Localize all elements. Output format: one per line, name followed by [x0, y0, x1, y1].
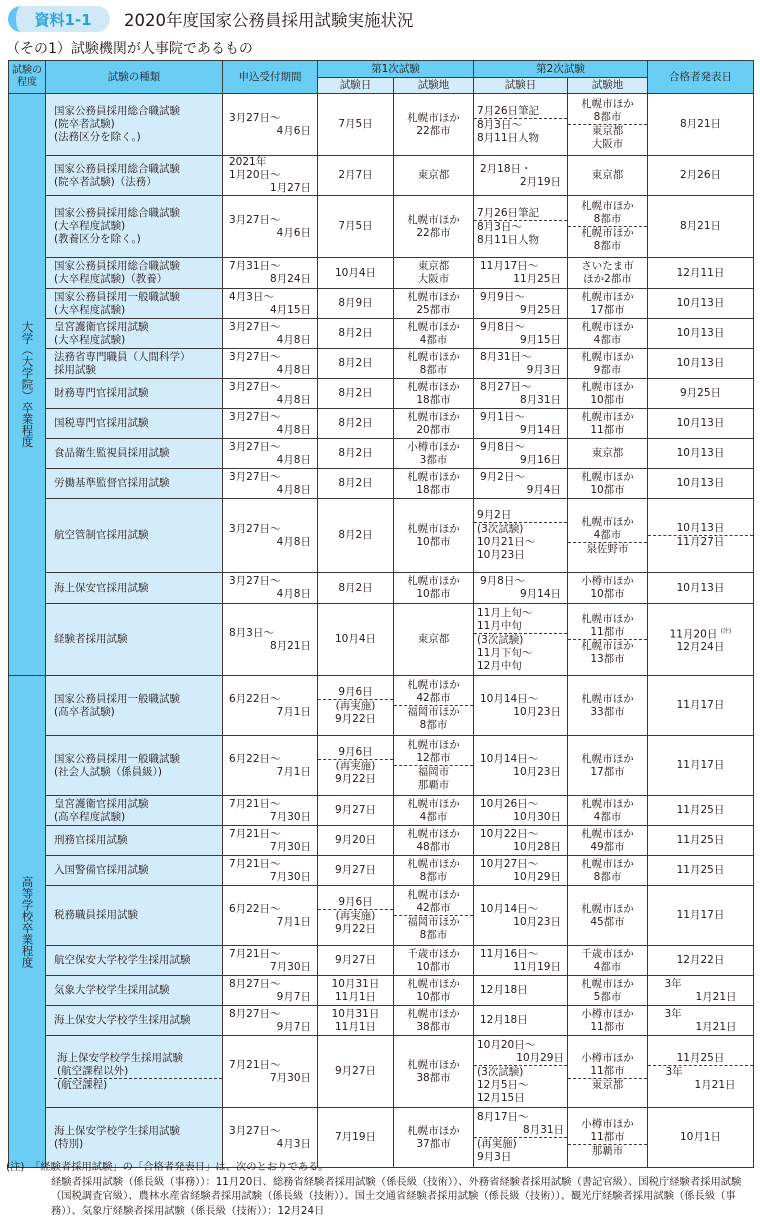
first-exam-place: 札幌市ほか 4都市: [394, 796, 474, 826]
table-row: [9, 379, 754, 409]
date-range: 3月27日〜 4月6日: [229, 213, 311, 239]
page-title: 2020年度国家公務員採用試験実施状況: [124, 11, 414, 30]
exam-name: 皇宮護衛官採用試験 (高卒程度試験): [46, 796, 223, 826]
result-date: 3年 1月21日: [648, 976, 754, 1006]
result-date: 10月13日: [648, 439, 754, 469]
footnote-line-2: 経験者採用試験（係長級（事務））：11月20日、総務省経験者採用試験（係長級（技術））、外務省経験者採用試験（書記官級）、国税庁経験者採用試験（国税調査官級）、農林水産省経験者採用試験（係長級（技術））、国土交通省経験者採用試験（係長級（技術））、観光庁経験者採用試験（係長級（事務））、気象庁経験者採用試験（係長級（技術））：12月24日: [51, 1175, 742, 1217]
exam-name: 国家公務員採用総合職試験 (大卒程度試験)（教養）: [46, 258, 223, 289]
application-period: [223, 826, 318, 856]
exam-name: 皇宮護衛官採用試験 (大卒程度試験): [46, 319, 223, 349]
result-date: 12月22日: [648, 946, 754, 976]
result-date: 10月13日: [648, 319, 754, 349]
result-date: 10月13日 11月27日: [648, 499, 754, 573]
result-date: 11月17日: [648, 736, 754, 796]
second-exam-place: 札幌市ほか 8都市 札幌市ほか 8都市: [568, 196, 648, 258]
exam-name: 国家公務員採用一般職試験 (社会人試験（係員級）): [46, 736, 223, 796]
second-exam-place: 小樽市ほか 11都市 東京都: [568, 1036, 648, 1108]
first-exam-date: 8月2日: [318, 469, 394, 499]
first-exam-date: 8月2日: [318, 439, 394, 469]
date-range: 6月22日〜 7月1日: [229, 692, 311, 718]
application-period: [223, 439, 318, 469]
exam-name: 海上保安学校学生採用試験 (航空課程以外) (航空課程): [46, 1036, 223, 1108]
application-period: [223, 499, 318, 573]
first-exam-date: 9月6日 (再実施) 9月22日: [318, 736, 394, 796]
second-exam-date: 7月26日筆記 8月3日〜 8月11日人物: [474, 196, 568, 258]
application-period: [223, 289, 318, 319]
first-exam-place: 札幌市ほか 37都市: [394, 1108, 474, 1168]
second-exam-date: 2月18日・ 2月19日: [474, 156, 568, 196]
exam-name: 労働基準監督官採用試験: [46, 469, 223, 499]
second-exam-place: 札幌市ほか 17都市: [568, 289, 648, 319]
result-date: 11月20日 $^{(注)}$ 12月24日: [648, 604, 754, 676]
table-row: [9, 604, 754, 676]
table-row: [9, 469, 754, 499]
result-date: 11月25日 3年 1月21日: [648, 1036, 754, 1108]
date-range: 6月22日〜 7月1日: [229, 902, 311, 928]
first-exam-place: 札幌市ほか 10都市: [394, 976, 474, 1006]
table-row: [9, 856, 754, 886]
first-exam-place: 札幌市ほか 12都市 福岡市 那覇市: [394, 736, 474, 796]
note-marker: (注): [720, 627, 732, 635]
table-row: [9, 796, 754, 826]
date-range: 7月21日〜 7月30日: [229, 947, 311, 973]
date-range: 3月27日〜 4月3日: [229, 1124, 311, 1150]
second-exam-place: 東京都: [568, 439, 648, 469]
footnote-label: (注): [6, 1161, 25, 1173]
application-period: [223, 946, 318, 976]
first-exam-place: 札幌市ほか 22都市: [394, 94, 474, 156]
first-exam-place: 東京都: [394, 156, 474, 196]
date-range: 3月27日〜 4月6日: [229, 111, 311, 137]
second-exam-place: 札幌市ほか 4都市: [568, 319, 648, 349]
date-range: 3月27日〜 4月8日: [229, 575, 311, 600]
date-range: 8月27日〜 9月7日: [229, 977, 311, 1003]
table-row: [9, 196, 754, 258]
exam-name: 刑務官採用試験: [46, 826, 223, 856]
table-row: [9, 439, 754, 469]
first-exam-date: 7月19日: [318, 1108, 394, 1168]
result-date: 12月11日: [648, 258, 754, 289]
result-date: 8月21日: [648, 196, 754, 258]
second-exam-place: さいたま市 ほか2都市: [568, 258, 648, 289]
first-exam-date: 10月4日: [318, 258, 394, 289]
first-exam-date: 7月5日: [318, 196, 394, 258]
first-exam-place: 札幌市ほか 20都市: [394, 409, 474, 439]
first-exam-date: 10月31日 11月1日: [318, 976, 394, 1006]
table-row: [9, 1006, 754, 1036]
first-exam-place: 小樽市ほか 3都市: [394, 439, 474, 469]
date-range: 8月27日〜 9月7日: [229, 1007, 311, 1033]
header-type: 試験の種類: [46, 61, 223, 94]
first-exam-place: 札幌市ほか 10都市: [394, 499, 474, 573]
result-date: 10月13日: [648, 573, 754, 604]
exam-name: 国家公務員採用一般職試験 (高卒者試験): [46, 676, 223, 736]
result-date: 10月13日: [648, 469, 754, 499]
table-row: [9, 289, 754, 319]
second-exam-place: 札幌市ほか 17都市: [568, 736, 648, 796]
first-exam-date: 10月4日: [318, 604, 394, 676]
first-exam-date: 9月6日 (再実施) 9月22日: [318, 676, 394, 736]
date-range: 3月27日〜 4月8日: [229, 470, 311, 496]
first-exam-place: 札幌市ほか 8都市: [394, 349, 474, 379]
table-row: [9, 886, 754, 946]
second-exam-place: 札幌市ほか 9都市: [568, 349, 648, 379]
date-range: 3月27日〜 4月8日: [229, 320, 311, 346]
second-exam-date: 12月18日: [474, 1006, 568, 1036]
second-exam-place: 札幌市ほか 10都市: [568, 379, 648, 409]
second-exam-date: 10月26日〜 10月30日: [474, 796, 568, 826]
application-period: [223, 604, 318, 676]
first-exam-place: 東京都 大阪市: [394, 258, 474, 289]
application-period: [223, 1006, 318, 1036]
second-exam-date: 9月2日〜 9月4日: [474, 469, 568, 499]
second-exam-place: 小樽市ほか 11都市: [568, 1006, 648, 1036]
header-period: 申込受付期間: [223, 61, 318, 94]
table-row: [9, 499, 754, 573]
first-exam-place: 札幌市ほか 42都市 福岡市ほか 8都市: [394, 676, 474, 736]
exam-name: 海上保安大学校学生採用試験: [46, 1006, 223, 1036]
header-second-exam: 第2次試験: [474, 61, 648, 78]
application-period: [223, 736, 318, 796]
table-row: [9, 1036, 754, 1108]
first-exam-date: 9月27日: [318, 946, 394, 976]
header-first-place: 試験地: [394, 78, 474, 94]
first-exam-date: 7月5日: [318, 94, 394, 156]
date-range: 3月27日〜 4月8日: [229, 522, 311, 548]
first-exam-place: 札幌市ほか 38都市: [394, 1036, 474, 1108]
application-period: [223, 856, 318, 886]
exam-name: 航空管制官採用試験: [46, 499, 223, 573]
first-exam-date: 2月7日: [318, 156, 394, 196]
result-date: 11月17日: [648, 886, 754, 946]
second-exam-place: 札幌市ほか 8都市: [568, 856, 648, 886]
second-exam-date: 8月27日〜 8月31日: [474, 379, 568, 409]
header-result-date: 合格者発表日: [648, 61, 754, 94]
first-exam-date: 9月27日: [318, 796, 394, 826]
first-exam-place: 札幌市ほか 38都市: [394, 1006, 474, 1036]
table-row: [9, 349, 754, 379]
second-exam-place: 小樽市ほか 10都市: [568, 573, 648, 604]
first-exam-date: 8月2日: [318, 319, 394, 349]
second-exam-place: 札幌市ほか 8都市 東京都 大阪市: [568, 94, 648, 156]
application-period: [223, 409, 318, 439]
result-date: 11月25日: [648, 826, 754, 856]
application-period: [223, 1108, 318, 1168]
result-date: 2月26日: [648, 156, 754, 196]
application-period: [223, 196, 318, 258]
application-period: [223, 886, 318, 946]
exam-name: 税務職員採用試験: [46, 886, 223, 946]
result-date: 11月25日: [648, 856, 754, 886]
date-range: 3月27日〜 4月8日: [229, 350, 311, 376]
date-range: 3月27日〜 4月8日: [229, 440, 311, 466]
first-exam-place: 札幌市ほか 42都市 福岡市ほか 8都市: [394, 886, 474, 946]
exam-name: 経験者採用試験: [46, 604, 223, 676]
table-row: [9, 319, 754, 349]
first-exam-place: 札幌市ほか 10都市: [394, 573, 474, 604]
second-exam-date: 9月9日〜 9月25日: [474, 289, 568, 319]
application-period: [223, 156, 318, 196]
second-exam-date: 10月14日〜 10月23日: [474, 736, 568, 796]
header-first-date: 試験日: [318, 78, 394, 94]
date-range: 7月31日〜 8月24日: [229, 260, 311, 285]
table-row: [9, 1108, 754, 1168]
exam-name: 海上保安官採用試験: [46, 573, 223, 604]
table-row: [9, 946, 754, 976]
second-exam-date: 8月31日〜 9月3日: [474, 349, 568, 379]
first-exam-place: 札幌市ほか 48都市: [394, 826, 474, 856]
second-exam-date: 12月18日: [474, 976, 568, 1006]
second-exam-date: 9月1日〜 9月14日: [474, 409, 568, 439]
table-row: [9, 976, 754, 1006]
first-exam-date: 8月2日: [318, 349, 394, 379]
second-exam-place: 札幌市ほか 11都市 札幌市ほか 13都市: [568, 604, 648, 676]
exam-name: 国家公務員採用総合職試験 (大卒程度試験) (教養区分を除く。): [46, 196, 223, 258]
first-exam-place: 東京都: [394, 604, 474, 676]
second-exam-place: 札幌市ほか 5都市: [568, 976, 648, 1006]
table-row: [9, 676, 754, 736]
application-period: [223, 676, 318, 736]
first-exam-date: 9月6日 (再実施) 9月22日: [318, 886, 394, 946]
exam-name: 国家公務員採用総合職試験 (院卒者試験)（法務）: [46, 156, 223, 196]
footnote-line-1: 「経験者採用試験」の「合格者発表日」は、次のとおりである。: [30, 1161, 329, 1173]
title-row: [8, 6, 414, 32]
application-period: [223, 258, 318, 289]
result-date: 11月25日: [648, 796, 754, 826]
application-period: [223, 469, 318, 499]
date-range: 8月3日〜 8月21日: [229, 626, 311, 652]
first-exam-date: 8月2日: [318, 409, 394, 439]
date-range: 7月21日〜 7月30日: [229, 797, 311, 823]
exam-name: 食品衛生監視員採用試験: [46, 439, 223, 469]
second-exam-date: 10月27日〜 10月29日: [474, 856, 568, 886]
exam-name: 海上保安学校学生採用試験 (特別): [46, 1108, 223, 1168]
second-exam-date: 8月17日〜 8月31日 (再実施) 9月3日: [474, 1108, 568, 1168]
first-exam-date: 8月9日: [318, 289, 394, 319]
second-exam-place: 札幌市ほか 45都市: [568, 886, 648, 946]
result-date: 10月13日: [648, 349, 754, 379]
application-period: [223, 94, 318, 156]
table-row: [9, 94, 754, 156]
application-period: [223, 976, 318, 1006]
first-exam-place: 千歳市ほか 10都市: [394, 946, 474, 976]
date-range: 6月22日〜 7月1日: [229, 752, 311, 778]
second-exam-place: 札幌市ほか 10都市: [568, 469, 648, 499]
table-row: [9, 409, 754, 439]
first-exam-place: 札幌市ほか 4都市: [394, 319, 474, 349]
level-highschool: 高等学校卒業程度: [9, 676, 46, 1168]
table-row: [9, 156, 754, 196]
first-exam-place: 札幌市ほか 22都市: [394, 196, 474, 258]
second-exam-place: 東京都: [568, 156, 648, 196]
second-exam-date: 10月14日〜 10月23日: [474, 886, 568, 946]
second-exam-date: 9月8日〜 9月14日: [474, 573, 568, 604]
application-period: [223, 319, 318, 349]
first-exam-place: 札幌市ほか 18都市: [394, 379, 474, 409]
level-university: 大学（大学院）卒業程度: [9, 94, 46, 676]
date-range: 3月27日〜 4月8日: [229, 410, 311, 436]
second-exam-place: 札幌市ほか 49都市: [568, 826, 648, 856]
exam-name: 財務専門官採用試験: [46, 379, 223, 409]
second-exam-date: 11月上旬〜 11月中旬 (3次試験) 11月下旬〜 12月中旬: [474, 604, 568, 676]
result-date: 8月21日: [648, 94, 754, 156]
exam-name: 国家公務員採用総合職試験 (院卒者試験) (法務区分を除く。): [46, 94, 223, 156]
date-range: 3月27日〜 4月8日: [229, 380, 311, 406]
application-period: [223, 349, 318, 379]
header-level: 試験の程度: [9, 61, 46, 94]
result-date: 9月25日: [648, 379, 754, 409]
second-exam-place: 千歳市ほか 4都市: [568, 946, 648, 976]
second-exam-place: 小樽市ほか 11都市 那覇市: [568, 1108, 648, 1168]
second-exam-date: 9月2日 (3次試験) 10月21日〜 10月23日: [474, 499, 568, 573]
application-period: [223, 573, 318, 604]
date-range: 2021年 1月20日〜 1月27日: [229, 156, 311, 194]
header-first-exam: 第1次試験: [318, 61, 474, 78]
first-exam-date: 8月2日: [318, 573, 394, 604]
application-period: [223, 1036, 318, 1108]
application-period: [223, 379, 318, 409]
header-second-date: 試験日: [474, 78, 568, 94]
table-row: [9, 258, 754, 289]
header-second-place: 試験地: [568, 78, 648, 94]
result-date: 10月13日: [648, 409, 754, 439]
date-range: 4月3日〜 4月15日: [229, 290, 311, 316]
footnote: [6, 1160, 756, 1218]
table-row: [9, 826, 754, 856]
second-exam-date: 9月8日〜 9月15日: [474, 319, 568, 349]
second-exam-place: 札幌市ほか 4都市 泉佐野市: [568, 499, 648, 573]
exam-name: 国税専門官採用試験: [46, 409, 223, 439]
application-period: [223, 796, 318, 826]
exam-name: 気象大学校学生採用試験: [46, 976, 223, 1006]
first-exam-date: 9月27日: [318, 1036, 394, 1108]
exam-name: 法務省専門職員（人間科学） 採用試験: [46, 349, 223, 379]
first-exam-date: 8月2日: [318, 379, 394, 409]
table-row: [9, 736, 754, 796]
second-exam-date: 10月20日〜 10月29日 (3次試験) 12月5日〜 12月15日: [474, 1036, 568, 1108]
exam-schedule-table: [8, 60, 754, 1168]
second-exam-place: 札幌市ほか 33都市: [568, 676, 648, 736]
second-exam-date: 7月26日筆記 8月3日〜 8月11日人物: [474, 94, 568, 156]
second-exam-date: 9月8日〜 9月16日: [474, 439, 568, 469]
result-date: 10月1日: [648, 1108, 754, 1168]
exam-name: 入国警備官採用試験: [46, 856, 223, 886]
first-exam-date: 8月2日: [318, 499, 394, 573]
result-date: 3年 1月21日: [648, 1006, 754, 1036]
first-exam-date: 10月31日 11月1日: [318, 1006, 394, 1036]
second-exam-date: 10月22日〜 10月28日: [474, 826, 568, 856]
first-exam-date: 9月20日: [318, 826, 394, 856]
result-date: 10月13日: [648, 289, 754, 319]
second-exam-place: 札幌市ほか 4都市: [568, 796, 648, 826]
table-row: [9, 573, 754, 604]
exam-name: 国家公務員採用一般職試験 (大卒程度試験): [46, 289, 223, 319]
date-range: 7月21日〜 7月30日: [229, 1058, 311, 1084]
first-exam-date: 9月27日: [318, 856, 394, 886]
first-exam-place: 札幌市ほか 25都市: [394, 289, 474, 319]
second-exam-date: 10月14日〜 10月23日: [474, 676, 568, 736]
second-exam-date: 11月16日〜 11月19日: [474, 946, 568, 976]
result-date: 11月17日: [648, 676, 754, 736]
document-badge: 資料1-1: [8, 6, 110, 32]
first-exam-place: 札幌市ほか 18都市: [394, 469, 474, 499]
date-range: 7月21日〜 7月30日: [229, 857, 311, 883]
second-exam-date: 11月17日〜 11月25日: [474, 258, 568, 289]
table-subtitle: （その1）試験機関が人事院であるもの: [6, 41, 253, 57]
second-exam-place: 札幌市ほか 11都市: [568, 409, 648, 439]
first-exam-place: 札幌市ほか 8都市: [394, 856, 474, 886]
date-range: 7月21日〜 7月30日: [229, 827, 311, 853]
exam-name: 航空保安大学校学生採用試験: [46, 946, 223, 976]
